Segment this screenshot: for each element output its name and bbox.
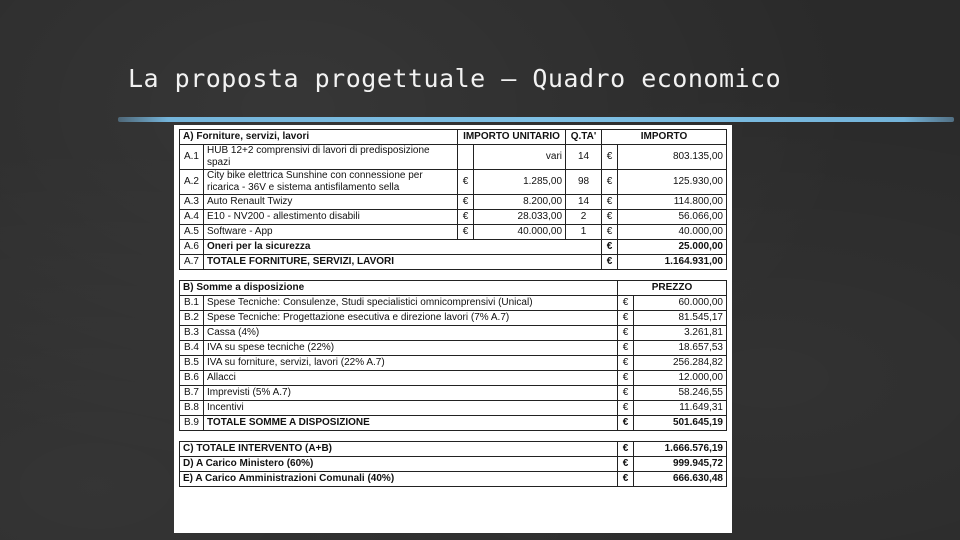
section-a-row [180, 255, 727, 270]
total-currency: € [618, 457, 634, 472]
col-qty-header: Q.TA' [566, 130, 602, 145]
price-value: 60.000,00 [634, 296, 727, 311]
price-currency: € [618, 386, 634, 401]
unit-currency: € [458, 210, 474, 225]
row-code: B.5 [180, 356, 204, 371]
col-unit-price-header: IMPORTO UNITARIO [458, 130, 566, 145]
section-b-row [180, 371, 727, 386]
row-code: A.1 [180, 145, 204, 170]
section-b-table [179, 280, 727, 431]
price-currency: € [618, 311, 634, 326]
total-label: D) A Carico Ministero (60%) [180, 457, 618, 472]
row-description: Software - App [204, 225, 458, 240]
price-currency: € [618, 371, 634, 386]
title-underline [118, 117, 954, 122]
section-a-row [180, 240, 727, 255]
price-value: 18.657,53 [634, 341, 727, 356]
col-amount-header: IMPORTO [602, 130, 727, 145]
section-b-header-row [180, 281, 727, 296]
quantity: 1 [566, 225, 602, 240]
price-value: 81.545,17 [634, 311, 727, 326]
row-description: Imprevisti (5% A.7) [204, 386, 618, 401]
section-b-row [180, 311, 727, 326]
row-description: IVA su forniture, servizi, lavori (22% A.7) [204, 356, 618, 371]
col-price-header: PREZZO [618, 281, 727, 296]
section-a-row [180, 195, 727, 210]
economic-table-image [174, 125, 732, 533]
row-description: Auto Renault Twizy [204, 195, 458, 210]
section-b-row [180, 401, 727, 416]
price-currency: € [618, 356, 634, 371]
row-code: B.7 [180, 386, 204, 401]
quantity: 14 [566, 195, 602, 210]
section-b-row [180, 296, 727, 311]
row-code: B.8 [180, 401, 204, 416]
row-description: HUB 12+2 comprensivi di lavori di predisposizione spazi [204, 145, 458, 170]
row-code: B.2 [180, 311, 204, 326]
total-row [180, 442, 727, 457]
total-row [180, 472, 727, 487]
price-currency: € [618, 326, 634, 341]
section-a-table [179, 129, 727, 270]
row-description: Allacci [204, 371, 618, 386]
total-currency: € [618, 472, 634, 487]
price-value: 11.649,31 [634, 401, 727, 416]
unit-currency: € [458, 170, 474, 195]
amount-currency: € [602, 145, 618, 170]
unit-price: 1.285,00 [474, 170, 566, 195]
unit-price: vari [474, 145, 566, 170]
price-currency: € [618, 401, 634, 416]
total-currency: € [618, 442, 634, 457]
price-value: 3.261,81 [634, 326, 727, 341]
slide-title: La proposta progettuale – Quadro economico [128, 64, 782, 93]
amount-value: 56.066,00 [618, 210, 727, 225]
section-b-row [180, 416, 727, 431]
price-currency: € [618, 341, 634, 356]
amount-currency: € [602, 195, 618, 210]
amount-value: 25.000,00 [618, 240, 727, 255]
amount-currency: € [602, 255, 618, 270]
quantity: 14 [566, 145, 602, 170]
section-a-row [180, 210, 727, 225]
row-code: A.2 [180, 170, 204, 195]
row-description: Cassa (4%) [204, 326, 618, 341]
section-a-row [180, 170, 727, 195]
row-code: B.1 [180, 296, 204, 311]
price-value: 501.645,19 [634, 416, 727, 431]
amount-currency: € [602, 240, 618, 255]
price-value: 58.246,55 [634, 386, 727, 401]
row-code: A.3 [180, 195, 204, 210]
row-code: B.4 [180, 341, 204, 356]
section-a-row [180, 225, 727, 240]
section-b-row [180, 341, 727, 356]
section-b-row [180, 386, 727, 401]
row-code: B.6 [180, 371, 204, 386]
total-label: E) A Carico Amministrazioni Comunali (40%) [180, 472, 618, 487]
row-code: A.7 [180, 255, 204, 270]
row-code: A.6 [180, 240, 204, 255]
amount-value: 114.800,00 [618, 195, 727, 210]
row-description: E10 - NV200 - allestimento disabili [204, 210, 458, 225]
total-amount: 999.945,72 [634, 457, 727, 472]
unit-price: 40.000,00 [474, 225, 566, 240]
price-value: 256.284,82 [634, 356, 727, 371]
unit-currency [458, 145, 474, 170]
section-b-row [180, 356, 727, 371]
total-row [180, 457, 727, 472]
unit-price: 8.200,00 [474, 195, 566, 210]
row-description: IVA su spese tecniche (22%) [204, 341, 618, 356]
row-description: TOTALE SOMME A DISPOSIZIONE [204, 416, 618, 431]
section-a-row [180, 145, 727, 170]
section-b-row [180, 326, 727, 341]
row-code: A.5 [180, 225, 204, 240]
amount-currency: € [602, 210, 618, 225]
total-label: C) TOTALE INTERVENTO (A+B) [180, 442, 618, 457]
unit-currency: € [458, 195, 474, 210]
price-currency: € [618, 296, 634, 311]
amount-value: 803.135,00 [618, 145, 727, 170]
row-code: B.3 [180, 326, 204, 341]
row-code: B.9 [180, 416, 204, 431]
row-description: Spese Tecniche: Consulenze, Studi specialistici omnicomprensivi (Unical) [204, 296, 618, 311]
section-b-header: B) Somme a disposizione [180, 281, 618, 296]
row-description: Spese Tecniche: Progettazione esecutiva e direzione lavori (7% A.7) [204, 311, 618, 326]
totals-table [179, 441, 727, 487]
quantity: 2 [566, 210, 602, 225]
section-a-header-row [180, 130, 727, 145]
total-amount: 666.630,48 [634, 472, 727, 487]
unit-price: 28.033,00 [474, 210, 566, 225]
amount-currency: € [602, 170, 618, 195]
section-a-header: A) Forniture, servizi, lavori [180, 130, 458, 145]
price-value: 12.000,00 [634, 371, 727, 386]
row-description: Incentivi [204, 401, 618, 416]
row-description: Oneri per la sicurezza [204, 240, 602, 255]
price-currency: € [618, 416, 634, 431]
row-description: City bike elettrica Sunshine con connessione per ricarica - 36V e sistema antisfilamento sella [204, 170, 458, 195]
row-code: A.4 [180, 210, 204, 225]
total-amount: 1.666.576,19 [634, 442, 727, 457]
row-description: TOTALE FORNITURE, SERVIZI, LAVORI [204, 255, 602, 270]
unit-currency: € [458, 225, 474, 240]
amount-currency: € [602, 225, 618, 240]
quantity: 98 [566, 170, 602, 195]
amount-value: 1.164.931,00 [618, 255, 727, 270]
amount-value: 125.930,00 [618, 170, 727, 195]
amount-value: 40.000,00 [618, 225, 727, 240]
